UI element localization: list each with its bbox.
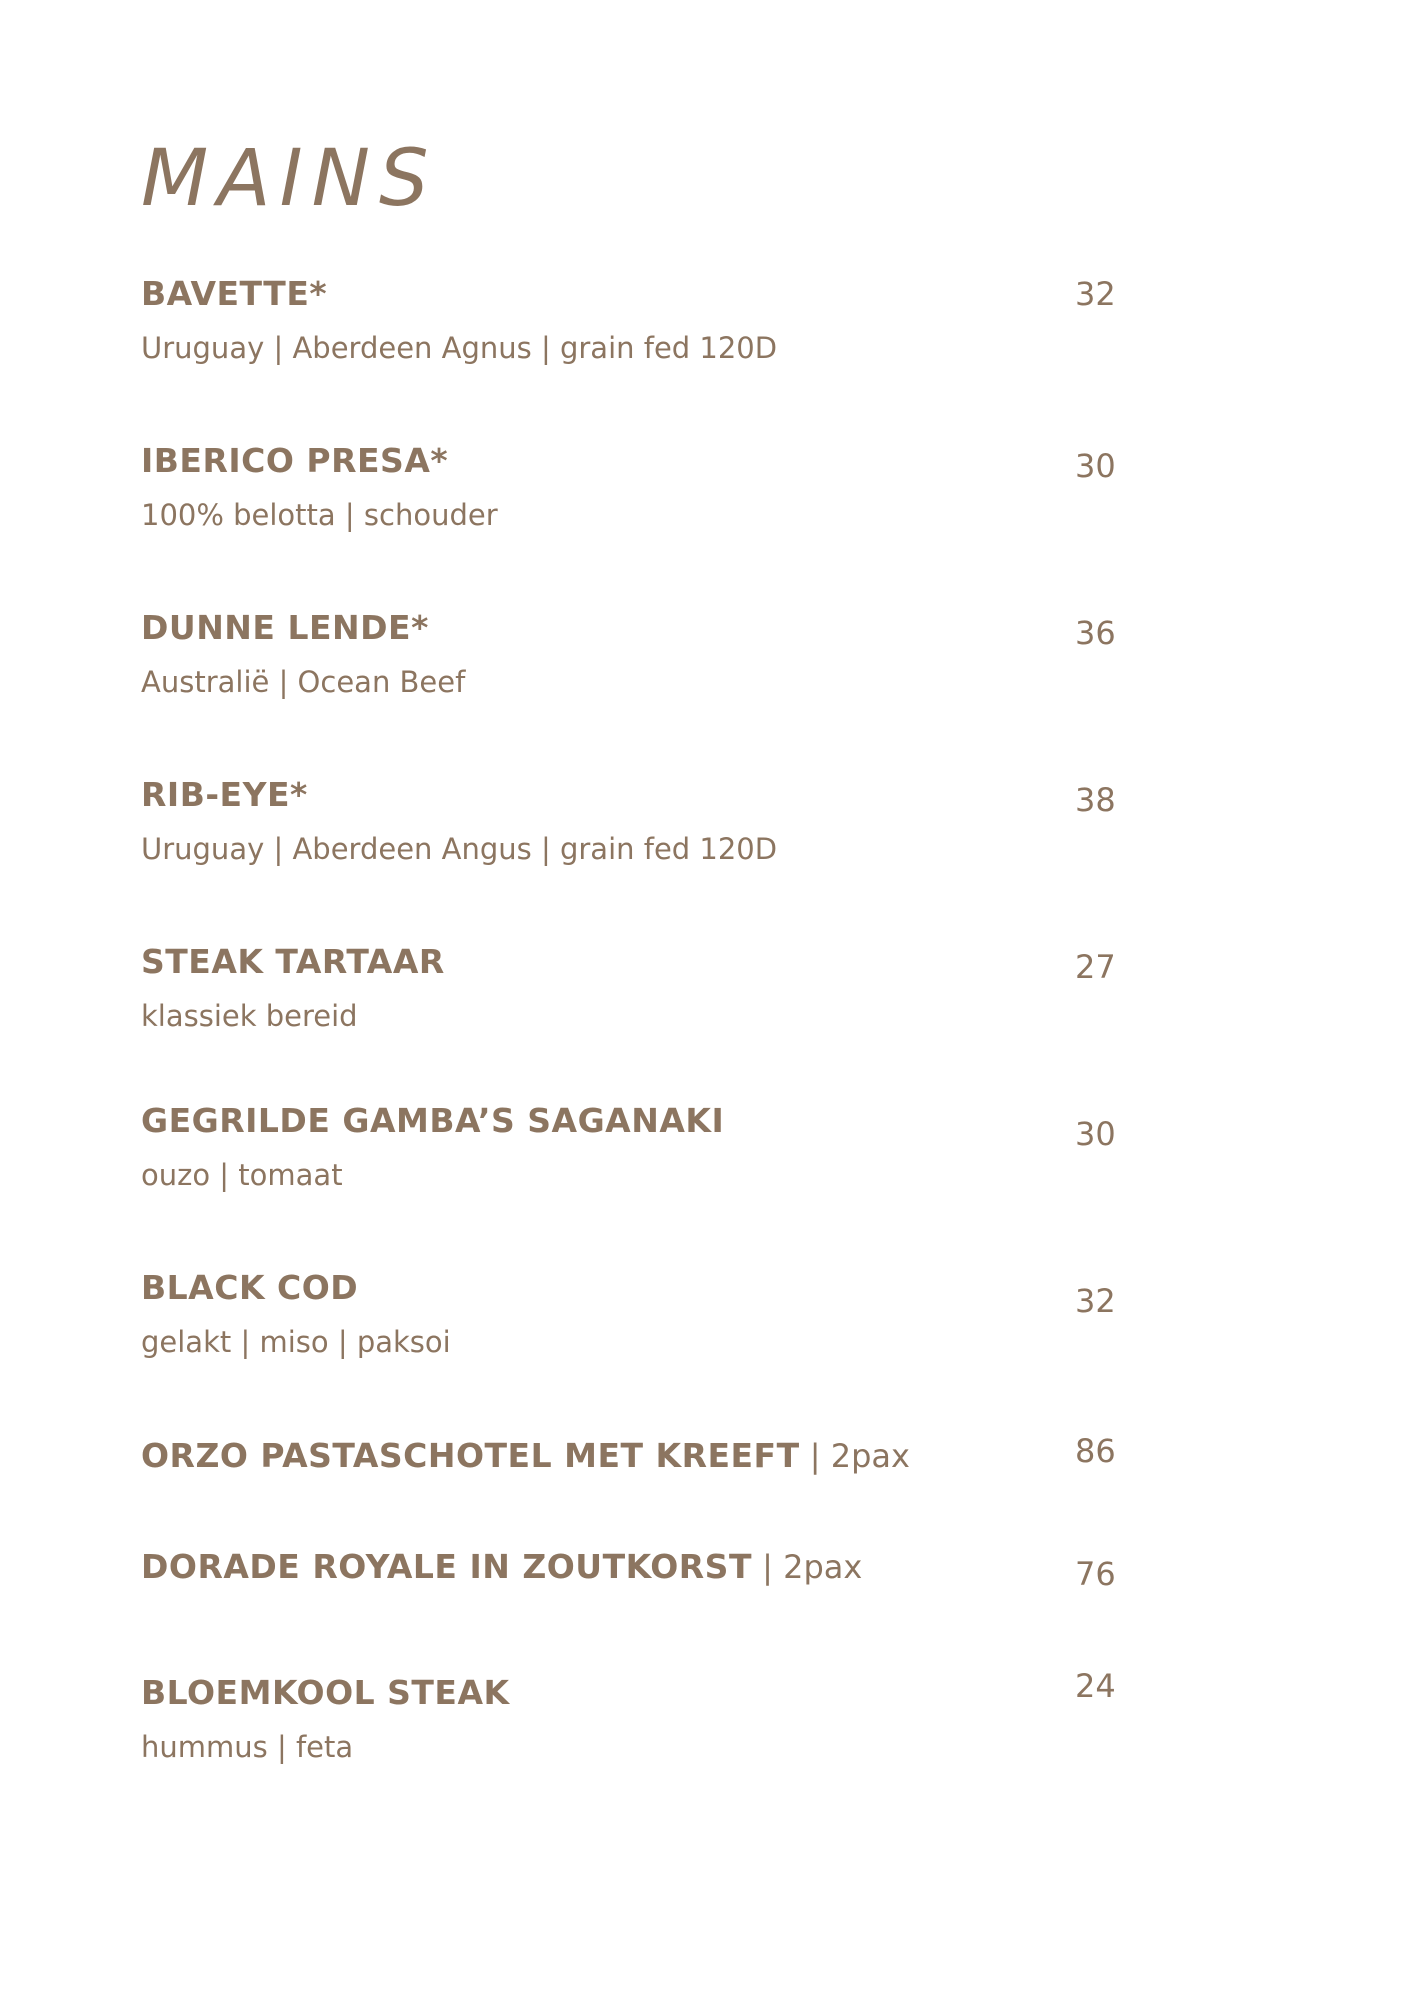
menu-title: MAINS — [141, 134, 438, 224]
menu-item-description: klassiek bereid — [141, 999, 358, 1033]
menu-item-name: GEGRILDE GAMBA’S SAGANAKI — [141, 1101, 725, 1140]
menu-item-portion: | 2pax — [751, 1548, 863, 1586]
menu-item-name: BAVETTE* — [141, 274, 328, 313]
menu-item-name: BLOEMKOOL STEAK — [141, 1673, 510, 1712]
menu-item-price: 32 — [1075, 1282, 1116, 1320]
menu-item — [141, 775, 1141, 869]
menu-item-description: ouzo | tomaat — [141, 1158, 343, 1192]
menu-item-description: gelakt | miso | paksoi — [141, 1325, 451, 1359]
menu-item-description: Uruguay | Aberdeen Agnus | grain fed 120D — [141, 331, 778, 365]
menu-item — [141, 1547, 1141, 1587]
menu-item — [141, 942, 1141, 1036]
menu-item — [141, 1436, 1141, 1476]
menu-item-price: 32 — [1075, 275, 1116, 313]
menu-item — [141, 1268, 1141, 1362]
menu-item-description: hummus | feta — [141, 1730, 354, 1764]
menu-item-portion: | 2pax — [799, 1437, 910, 1475]
menu-item-price: 86 — [1075, 1432, 1116, 1470]
menu-item — [141, 1101, 1141, 1195]
menu-item-name: STEAK TARTAAR — [141, 942, 445, 981]
menu-item-description: Uruguay | Aberdeen Angus | grain fed 120D — [141, 832, 778, 866]
menu-item — [141, 1673, 1141, 1767]
menu-item-name: RIB-EYE* — [141, 775, 308, 814]
menu-item-price: 27 — [1075, 948, 1116, 986]
menu-item-name: BLACK COD — [141, 1268, 359, 1307]
menu-item-price: 30 — [1075, 447, 1116, 485]
menu-item — [141, 441, 1141, 535]
menu-item-description: Australië | Ocean Beef — [141, 665, 466, 699]
menu-item-name: IBERICO PRESA* — [141, 441, 449, 480]
menu-item — [141, 608, 1141, 702]
menu-item-name: DUNNE LENDE* — [141, 608, 429, 647]
menu-item — [141, 274, 1141, 368]
menu-item-name: ORZO PASTASCHOTEL MET KREEFT | 2pax — [141, 1436, 910, 1475]
menu-item-description: 100% belotta | schouder — [141, 498, 498, 532]
menu-item-name: DORADE ROYALE IN ZOUTKORST | 2pax — [141, 1547, 863, 1586]
menu-item-price: 36 — [1075, 614, 1116, 652]
menu-item-price: 30 — [1075, 1115, 1116, 1153]
menu-item-price: 38 — [1075, 781, 1116, 819]
menu-item-price: 24 — [1075, 1667, 1116, 1705]
menu-item-price: 76 — [1075, 1555, 1116, 1593]
